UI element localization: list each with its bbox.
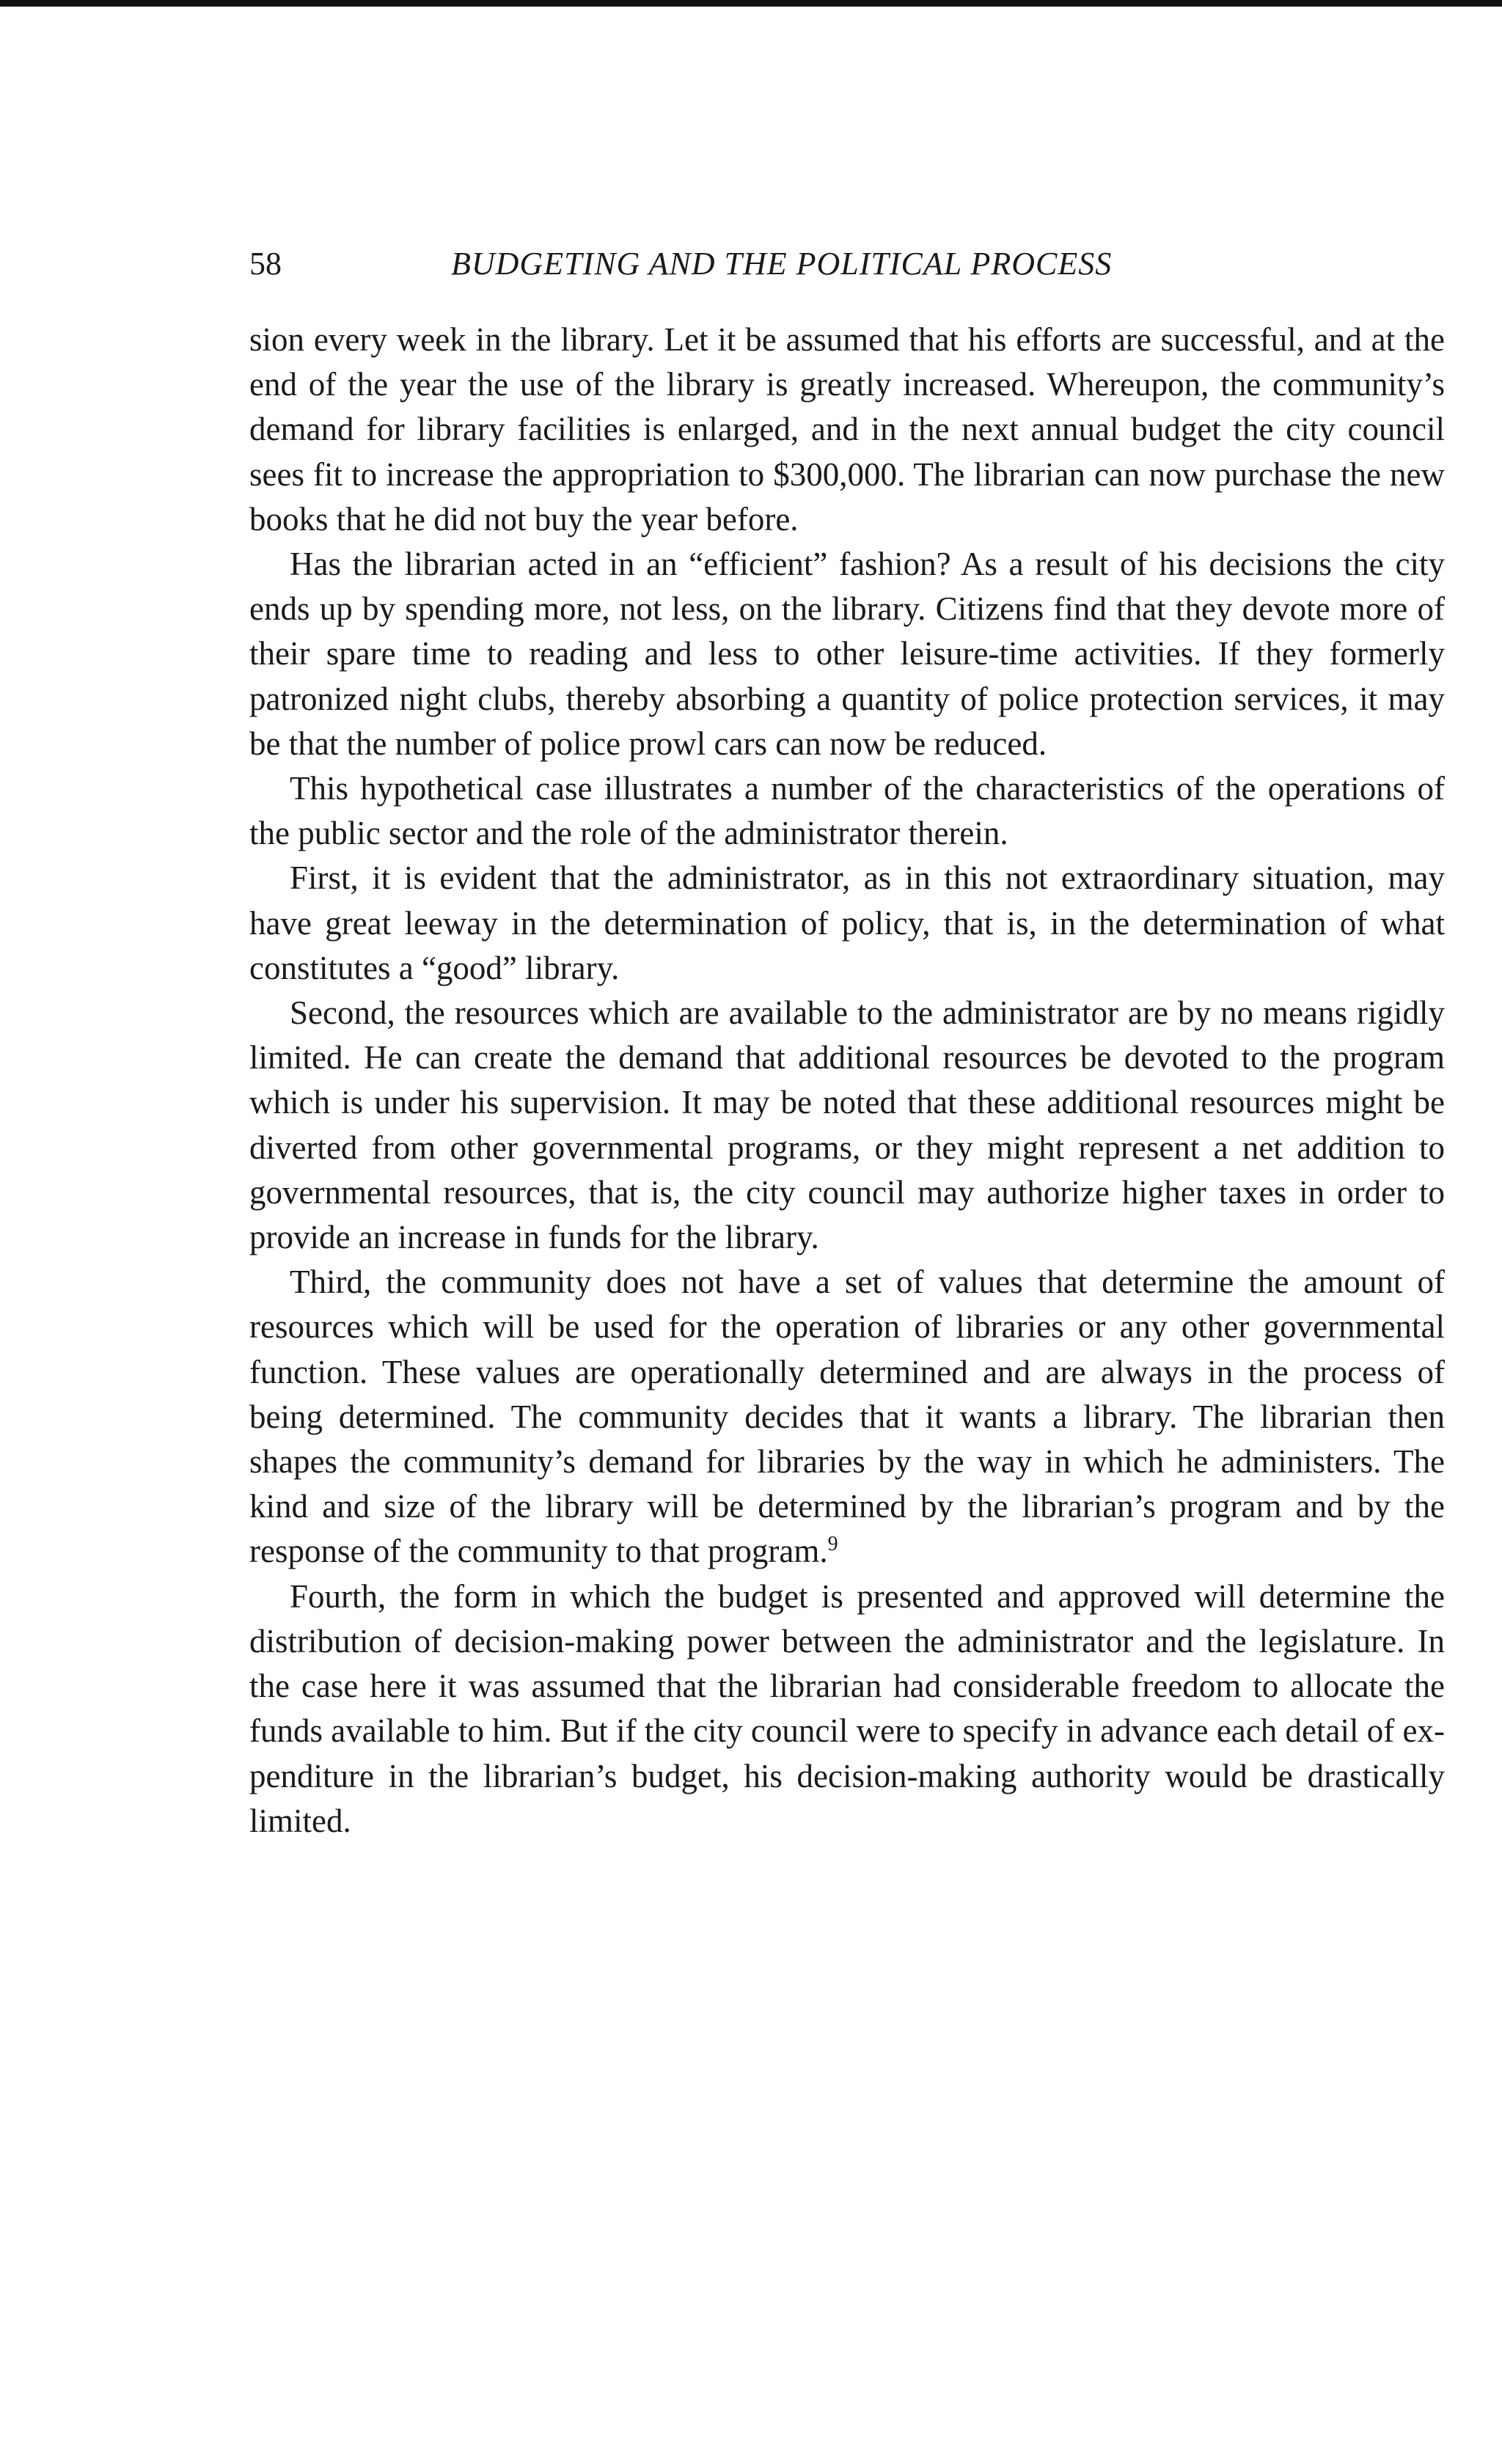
paragraph-1: sion every week in the library. Let it be assumed that his efforts are successful, and at the end of the year the use of the library is greatly increased. Whereupon, the community’s demand for library facilities is enlarged, and in the next annual budget the city council sees fit to increase the appropriation to $300,000. The librarian can now purchase the new books that he did not buy the year before. [249,321,1445,538]
paragraph-7: Fourth, the form in which the budget is presented and approved will determine the distribution of decision-making power between the administrator and the legislature. In the case here it was assumed that the librarian had considerable freedom to allocate the funds available to him. But if the city council were to specify in advance each detail of expenditure in the librarian’s budget, his decision-making authority would be drastically limited. [249,1577,1445,1839]
running-head [249,238,1445,290]
top-border-rule [0,0,1502,7]
running-title: BUDGETING AND THE POLITICAL PROCESS [451,246,1113,282]
paragraph-2: Has the librarian acted in an “efficient” fashion? As a result of his decisions the city ends up by spending more, not less, on the library. Citizens find that they devote more of their spare time to reading and less to other leisure-time activities. If they formerly patronized night clubs, thereby absorbing a quantity of police protection services, it may be that the number of police prowl cars can now be reduced. [249,546,1445,762]
paragraph-3: This hypothetical case illustrates a number of the characteristics of the operations of the public sector and the role of the administrator therein. [249,770,1445,852]
body-text [249,318,1445,1844]
book-page [249,238,1445,1844]
paragraph-6-text: Third, the community does not have a set of values that determine the amount of resources which will be used for the operation of libraries or any other governmental function. These values are operationally determined and are always in the process of being determined. The community decides that it wants a library. The librarian then shapes the community’s demand for libraries by the way in which he administers. The kind and size of the library will be determined by the librarian’s program and by the response of the community to that program. [249,1264,1445,1570]
paragraph-5: Second, the resources which are available to the administrator are by no means rigidly limited. He can create the demand that additional resources be devoted to the program which is under his supervision. It may be noted that these additional resources might be diverted from other governmental programs, or they might represent a net addition to governmental resources, that is, the city council may authorize higher taxes in order to provide an increase in funds for the library. [249,994,1445,1256]
footnote-reference[interactable]: 9 [827,1533,838,1556]
page-number: 58 [249,246,282,282]
paragraph-6 [249,1260,1445,1574]
paragraph-4: First, it is evident that the administrator, as in this not extraordinary situation, may have great leeway in the determination of policy, that is, in the determination of what constitutes a “good” library. [249,859,1445,986]
